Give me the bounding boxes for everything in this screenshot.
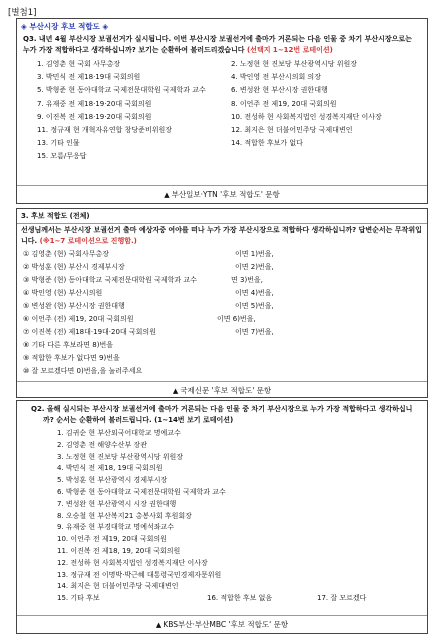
box2-title-divider [17,223,427,224]
box3-divider [17,615,427,616]
option-item: 1. 김귀순 현 부산외국어대학교 명예교수 [57,429,181,437]
box3-question: Q2. 올해 실시되는 부산시장 보궐선거에 출마가 거론되는 다음 인물 중 차기 부산시장으로 누가 가장 적합하다고 생각하십니까? 순서는 순환하여 불러드립니다. (1~14번 보기 로테이션) [31,405,413,424]
box1-question-text: Q3. 내년 4월 부산시장 보궐선거가 실시됩니다. 이번 부산시장 보궐선거에 출마가 거론되는 다음 인물 중 차기 부산시장으로는 누가 가장 적합하다고 생각하십니까? 보기는 순환하여 불러드리겠습니다 [23,35,412,54]
option-item: 4. 박인영 전 부산시의회 의장 [231,73,321,82]
option-item: ⑩ 잘 모르겠다면 0)번을,을 눌러주세요 [23,367,143,375]
option-item: 5. 박성훈 현 부산광역시 경제부시장 [57,476,168,485]
box2-caption-text: 국제신문 '후보 적합도' 문항 [180,386,272,395]
triangle-icon: ▲ [172,387,179,395]
option-item: 6. 변성완 현 부산시장 권한대행 [231,86,328,95]
survey-box-kbs-mbc [16,400,428,634]
box3-options [17,426,427,603]
option-item: 2. 김영춘 전 해양수산부 장관 [57,440,147,449]
option-item: 1. 김영춘 현 국회 사무총장 [37,60,121,68]
option-item: 10. 전성하 현 사회복지법인 성경복지재단 이사장 [231,112,382,121]
option-instruction: 면 3)번을, [231,276,263,284]
option-item: 15. 모름/무응답 [37,152,87,161]
option-item: 11. 이진복 전 제18, 19, 20대 국회의원 [57,547,181,555]
option-item: 7. 유재중 전 제18·19·20대 국회의원 [37,99,152,108]
option-item: 3. 노정현 현 진보당 부산광역시당 위원장 [57,452,183,461]
option-instruction: 이면 2)번을, [235,263,274,271]
option-item: 11. 정규재 현 개혁자유연합 창당준비위원장 [37,126,172,134]
survey-box-kookje [16,208,428,398]
box1-options [17,56,427,166]
option-item: 17. 잘 모르겠다 [317,594,367,603]
option-item: 9. 이진복 전 제18·19·20대 국회의원 [37,112,152,121]
box2-caption [17,385,427,396]
option-item: 13. 정규재 전 이명박·박근혜 대통령국민경제자문위원 [57,570,222,579]
option-instruction: 이면 6)번을, [217,315,256,323]
box1-divider [17,185,427,186]
option-item: 12. 전성하 현 사회복지법인 성경복지재단 이사장 [57,558,208,567]
option-item: ⑨ 적합한 후보가 없다면 9)번을 [23,354,120,362]
box2-question-text: 선생님께서는 부산시장 보궐선거 출마 예상자중 여야를 떠나 누가 가장 부산시장으로 적합하다 생각하십니까? 답변순서는 무작위입니다. [21,226,422,245]
option-item: 7. 변성완 현 부산광역시 시장 권한대행 [57,499,177,508]
option-item: ① 김영춘 (현) 국회사무총장 [23,250,110,258]
option-item: 2. 노정현 현 진보당 부산광역시당 위원장 [231,60,357,68]
box1-question-note: (선택지 1~12번 로테이션) [246,46,333,54]
triangle-icon: ▲ [155,621,162,629]
option-item: ⑤ 변성완 (현) 부산시장 권한대행 [23,302,125,310]
option-instruction: 이면 1)번을, [235,250,274,258]
option-item: ④ 박인영 (현) 부산시의원 [23,289,103,297]
option-item: 3. 박민식 전 제18·19대 국회의원 [37,73,141,82]
box2-title: 3. 후보 적합도 (전체) [21,212,90,220]
option-item: 6. 박형준 현 동아대학교 국제전문대학원 국제학과 교수 [57,488,226,496]
box1-question [17,34,427,56]
option-item: ② 박성훈 (현) 부산시 경제부시장 [23,263,125,271]
option-item: 8. 오승철 현 부산복지21 총봉사회 후원회장 [57,511,192,520]
option-instruction: 이면 7)번을, [235,328,274,336]
option-item: 14. 최지은 현 더불어민주당 국제대변인 [57,582,179,591]
option-instruction: 이면 4)번을, [235,289,274,297]
box2-question [17,225,427,247]
box2-question-note: (※1~7 로테이션으로 진행함.) [39,237,137,245]
option-item: ⑥ 이언주 (전) 제19, 20대 국회의원 [23,315,134,323]
option-item: 14. 적합한 후보가 없다 [231,139,303,148]
box2-options [17,247,427,377]
option-item: 15. 기타 후보 [57,594,100,603]
option-item: 5. 박형준 현 동아대학교 국제전문대학원 국제학과 교수 [37,86,206,95]
option-instruction: 이면 5)번을, [235,302,274,310]
option-item: 12. 최지은 현 더불어민주당 국제대변인 [231,126,353,134]
option-item: ③ 박형준 (현) 동아대학교 국제전문대학원 국제학과 교수 [23,276,197,284]
option-item: 8. 이언주 전 제19, 20대 국회의원 [231,99,337,108]
box3-caption-text: KBS부산·부산MBC '후보 적합도' 문항 [163,620,289,629]
option-item: ⑦ 이진복 (전) 제18대·19대·20대 국회의원 [23,328,156,336]
option-item: 10. 이언주 전 제19, 20대 국회의원 [57,535,167,544]
survey-box-busan-ilbo [16,18,428,204]
attachment-label: [별첨1] [8,8,37,18]
box2-divider [17,381,427,382]
triangle-icon: ▲ [164,191,170,199]
option-item: 9. 유재중 현 부경대학교 명예석좌교수 [57,523,175,532]
box1-caption [17,189,427,200]
option-item: ⑧ 기타 다른 후보라면 8)번을 [23,341,113,349]
box1-header: ◈ 부산시장 후보 적합도 ◈ [21,22,109,31]
box1-caption-text: 부산일보·YTN '후보 적합도' 문항 [171,190,280,199]
option-item: 13. 기타 인물 [37,139,80,148]
option-item: 16. 적합한 후보 없음 [207,594,273,603]
box3-caption [17,619,427,630]
option-item: 4. 박민식 전 제18, 19대 국회의원 [57,464,163,473]
